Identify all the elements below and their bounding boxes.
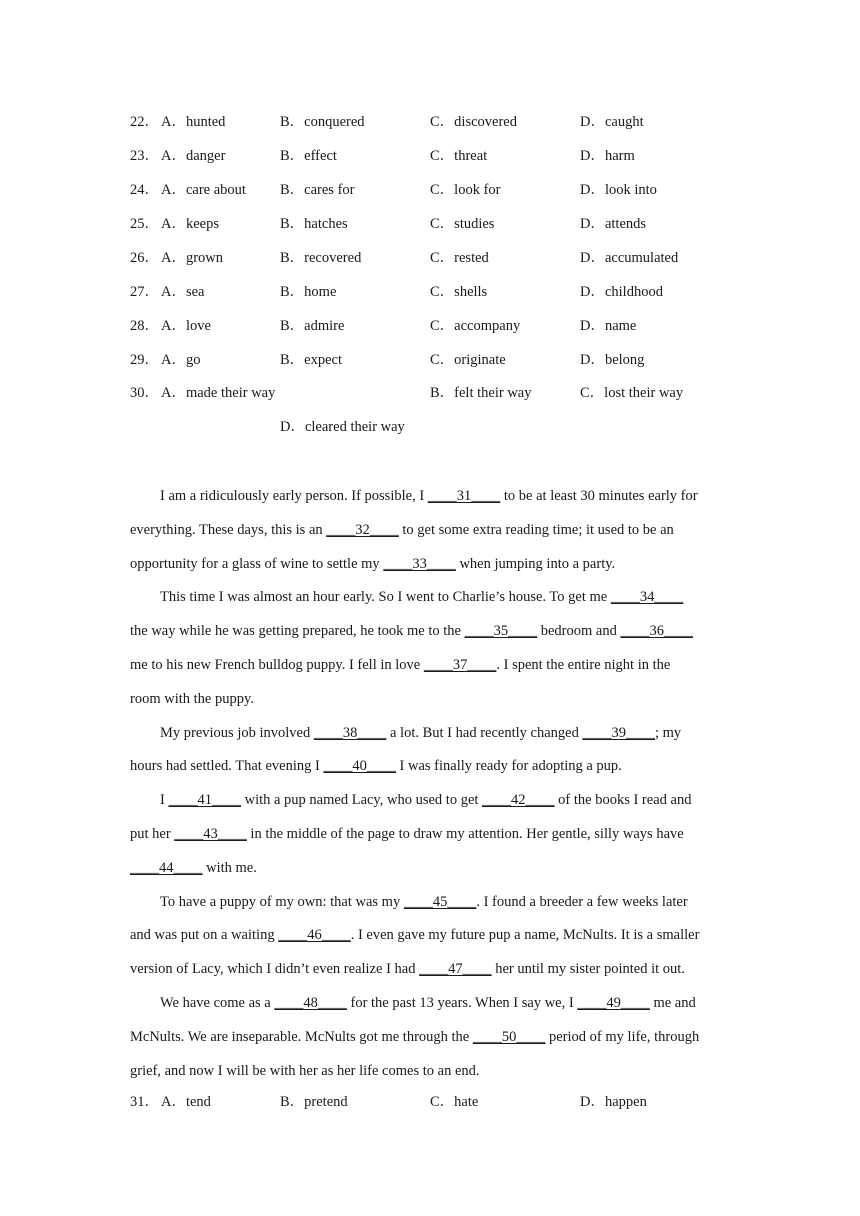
text: period of my life, through xyxy=(545,1028,700,1045)
option-d: D．caught xyxy=(580,114,644,130)
option-c: C．look for xyxy=(430,182,501,198)
option-a: A．tend xyxy=(161,1094,211,1110)
paragraph-1 xyxy=(130,480,730,514)
question-number: 27． xyxy=(130,284,159,300)
paragraph-6 xyxy=(130,987,730,1021)
question-28 xyxy=(130,314,730,338)
text: with a pup named Lacy, who used to get xyxy=(240,792,483,809)
paragraph-3 xyxy=(130,717,730,751)
blank-34: ____34____ xyxy=(610,589,684,606)
question-30-continued xyxy=(130,415,730,439)
text: version of Lacy, which I didn’t even realize I had xyxy=(130,961,420,978)
text: her until my sister pointed it out. xyxy=(491,961,685,978)
option-c: C．hate xyxy=(430,1094,479,1110)
option-a: A．love xyxy=(161,318,211,334)
text: opportunity for a glass of wine to settle my xyxy=(130,555,384,572)
text: and was put on a waiting xyxy=(130,927,279,944)
question-23 xyxy=(130,144,730,168)
text: McNults. We are inseparable. McNults got me through the xyxy=(130,1028,473,1045)
paragraph-2-cont xyxy=(130,615,730,716)
option-a: A．go xyxy=(161,352,201,368)
option-b: B．pretend xyxy=(280,1094,348,1110)
paragraph-3-cont xyxy=(130,750,730,784)
option-b: B．hatches xyxy=(280,216,348,232)
text: of the books I read and xyxy=(554,792,692,809)
blank-33: ____33____ xyxy=(383,555,456,572)
option-b: B．admire xyxy=(280,318,345,334)
option-a: A．grown xyxy=(161,250,224,266)
blank-36: ____36____ xyxy=(620,623,693,640)
text: I am a ridiculously early person. If possible, I xyxy=(160,488,428,504)
option-d: D．attends xyxy=(580,216,647,232)
blank-49: ____49____ xyxy=(577,994,650,1011)
text: the way while he was getting prepared, he took me to the xyxy=(130,623,465,640)
option-b: B．conquered xyxy=(280,114,365,130)
option-a: A．danger xyxy=(161,148,226,164)
blank-37: ____37____ xyxy=(423,656,497,673)
question-number: 23． xyxy=(130,148,159,164)
question-24 xyxy=(130,178,730,202)
paragraph-4-cont xyxy=(130,818,730,886)
option-d: D．harm xyxy=(580,148,635,164)
text: bedroom and xyxy=(537,623,621,640)
option-c: C．originate xyxy=(430,352,506,368)
blank-44: ____44____ xyxy=(130,859,203,876)
question-31 xyxy=(130,1090,730,1114)
option-c: C．rested xyxy=(430,250,489,266)
paragraph-6-cont xyxy=(130,1021,730,1089)
text: This time I was almost an hour early. So I went to Charlie’s house. To get me xyxy=(160,589,611,606)
option-a: A．care about xyxy=(161,182,246,198)
option-c: C．studies xyxy=(430,216,495,232)
text: when jumping into a party. xyxy=(455,555,616,572)
text: in the middle of the page to draw my attention. Her gentle, silly ways have xyxy=(246,825,684,842)
blank-40: ____40____ xyxy=(323,758,396,775)
text: My previous job involved xyxy=(160,724,314,741)
option-c: C．accompany xyxy=(430,318,521,334)
blank-48: ____48____ xyxy=(274,994,347,1011)
option-b: B．cares for xyxy=(280,182,355,198)
text: room with the puppy. xyxy=(130,690,254,707)
text: I xyxy=(160,792,169,809)
question-number: 31． xyxy=(130,1094,159,1110)
option-d: D．childhood xyxy=(580,284,663,300)
option-d: D．belong xyxy=(580,352,645,368)
option-a: A．hunted xyxy=(161,114,226,130)
option-c: C．shells xyxy=(430,284,488,300)
text: To have a puppy of my own: that was my xyxy=(160,893,404,910)
text: put her xyxy=(130,825,175,842)
paragraph-5 xyxy=(130,886,730,920)
text: . I found a breeder a few weeks later xyxy=(476,893,688,910)
option-c: C．discovered xyxy=(430,114,517,130)
text: hours had settled. That evening I xyxy=(130,758,324,775)
blank-41: ____41____ xyxy=(168,792,241,809)
question-27 xyxy=(130,280,730,304)
question-number: 30． xyxy=(130,385,159,401)
option-c: C．threat xyxy=(430,148,488,164)
option-a: A．sea xyxy=(161,284,205,300)
option-b: B．effect xyxy=(280,148,337,164)
blank-42: ____42____ xyxy=(482,792,555,809)
blank-32: ____32____ xyxy=(326,521,399,538)
blank-31: ____31____ xyxy=(427,488,501,504)
option-d: D．look into xyxy=(580,182,657,198)
blank-35: ____35____ xyxy=(464,623,538,640)
option-d: D．happen xyxy=(580,1094,647,1110)
option-a: A．keeps xyxy=(161,216,219,232)
text: with me. xyxy=(202,859,257,876)
question-29 xyxy=(130,348,730,372)
blank-50: ____50____ xyxy=(472,1028,546,1045)
text: me and xyxy=(649,994,696,1011)
question-22 xyxy=(130,110,730,134)
paragraph-4 xyxy=(130,784,730,818)
blank-45: ____45____ xyxy=(403,893,477,910)
option-d: D．name xyxy=(580,318,637,334)
text: We have come as a xyxy=(160,994,275,1011)
paragraph-5-cont xyxy=(130,919,730,987)
option-d: D．cleared their way xyxy=(280,419,405,435)
question-number: 28． xyxy=(130,318,159,334)
text: I was finally ready for adopting a pup. xyxy=(395,758,622,775)
text: everything. These days, this is an xyxy=(130,521,327,538)
question-number: 29． xyxy=(130,352,159,368)
paragraph-1-cont xyxy=(130,514,730,582)
option-b: B．home xyxy=(280,284,337,300)
cloze-passage xyxy=(130,480,730,1088)
blank-46: ____46____ xyxy=(278,927,351,944)
question-30 xyxy=(130,381,730,405)
option-c: C．lost their way xyxy=(580,385,684,401)
question-number: 22． xyxy=(130,114,159,130)
text: ; my xyxy=(654,724,682,741)
text: me to his new French bulldog puppy. I fell in love xyxy=(130,656,424,673)
question-26 xyxy=(130,246,730,270)
blank-39: ____39____ xyxy=(582,724,655,741)
text: for the past 13 years. When I say we, I xyxy=(346,994,578,1011)
option-b: B．expect xyxy=(280,352,343,368)
text: to be at least 30 minutes early for xyxy=(500,488,698,504)
paragraph-2 xyxy=(130,581,730,615)
text: to get some extra reading time; it used to be an xyxy=(398,521,674,538)
blank-38: ____38____ xyxy=(313,724,387,741)
question-number: 26． xyxy=(130,250,159,266)
blank-43: ____43____ xyxy=(174,825,247,842)
question-number: 25． xyxy=(130,216,159,232)
question-number: 24． xyxy=(130,182,159,198)
text: grief, and now I will be with her as her life comes to an end. xyxy=(130,1062,480,1079)
option-d: D．accumulated xyxy=(580,250,679,266)
option-a: A．made their way xyxy=(161,385,276,401)
option-b: B．recovered xyxy=(280,250,362,266)
text: . I spent the entire night in the xyxy=(496,656,671,673)
text: . I even gave my future pup a name, McNults. It is a smaller xyxy=(350,927,700,944)
blank-47: ____47____ xyxy=(419,961,492,978)
question-25 xyxy=(130,212,730,236)
option-b: B．felt their way xyxy=(430,385,532,401)
text: a lot. But I had recently changed xyxy=(386,724,583,741)
